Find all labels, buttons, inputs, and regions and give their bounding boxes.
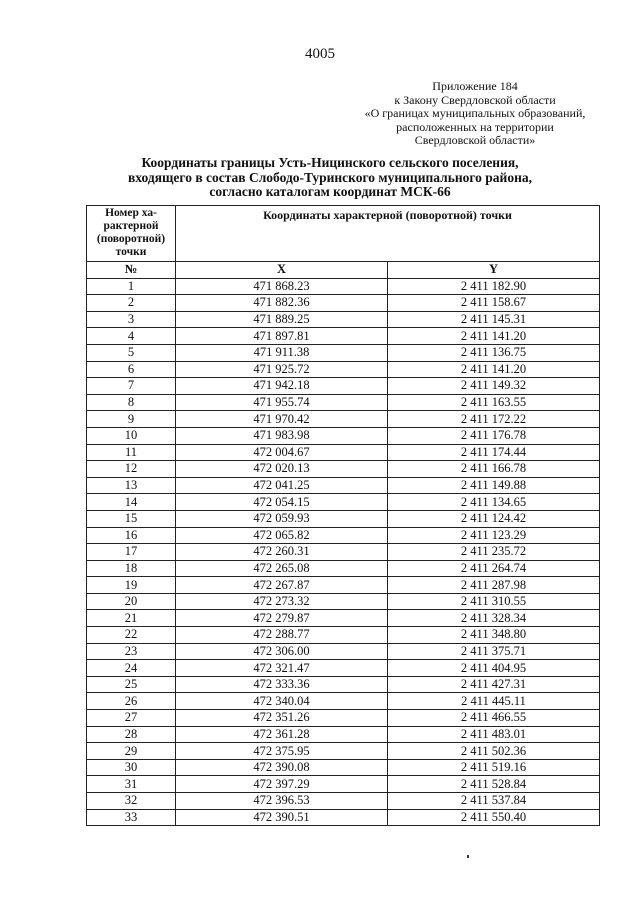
- x-coordinate-cell: 471 970.42: [176, 411, 388, 428]
- x-coordinate-cell: 471 955.74: [176, 394, 388, 411]
- y-coordinate-cell: 2 411 427.31: [388, 676, 600, 693]
- x-coordinate-cell: 471 911.38: [176, 344, 388, 361]
- point-number-cell: 19: [87, 577, 176, 594]
- x-coordinate-cell: 471 868.23: [176, 278, 388, 295]
- y-coordinate-cell: 2 411 163.55: [388, 394, 600, 411]
- subheader-number: №: [87, 262, 176, 279]
- table-row: [87, 328, 600, 345]
- table-row: [87, 809, 600, 826]
- table-row: [87, 560, 600, 577]
- point-number-cell: 27: [87, 710, 176, 727]
- table-row: [87, 710, 600, 727]
- table-row: [87, 643, 600, 660]
- y-coordinate-cell: 2 411 172.22: [388, 411, 600, 428]
- table-row: [87, 743, 600, 760]
- table-row: [87, 477, 600, 494]
- table-row: [87, 676, 600, 693]
- x-coordinate-cell: 472 059.93: [176, 510, 388, 527]
- x-coordinate-cell: 472 273.32: [176, 593, 388, 610]
- x-coordinate-cell: 472 351.26: [176, 710, 388, 727]
- y-coordinate-cell: 2 411 502.36: [388, 743, 600, 760]
- x-coordinate-cell: 472 260.31: [176, 544, 388, 561]
- y-coordinate-cell: 2 411 537.84: [388, 793, 600, 810]
- point-number-cell: 26: [87, 693, 176, 710]
- y-coordinate-cell: 2 411 136.75: [388, 344, 600, 361]
- table-row: [87, 461, 600, 478]
- y-coordinate-cell: 2 411 519.16: [388, 759, 600, 776]
- x-coordinate-cell: 471 897.81: [176, 328, 388, 345]
- point-number-cell: 23: [87, 643, 176, 660]
- point-number-cell: 10: [87, 427, 176, 444]
- header-point-number: Номер ха-рактерной (поворотной) точки: [87, 206, 176, 262]
- y-coordinate-cell: 2 411 141.20: [388, 361, 600, 378]
- scan-mark: [467, 855, 469, 858]
- table-row: [87, 627, 600, 644]
- x-coordinate-cell: 472 321.47: [176, 660, 388, 677]
- table-row: [87, 693, 600, 710]
- y-coordinate-cell: 2 411 550.40: [388, 809, 600, 826]
- x-coordinate-cell: 472 340.04: [176, 693, 388, 710]
- y-coordinate-cell: 2 411 235.72: [388, 544, 600, 561]
- table-row: [87, 444, 600, 461]
- point-number-cell: 2: [87, 295, 176, 312]
- x-coordinate-cell: 471 942.18: [176, 378, 388, 395]
- table-row: [87, 776, 600, 793]
- table-row: [87, 510, 600, 527]
- y-coordinate-cell: 2 411 528.84: [388, 776, 600, 793]
- y-coordinate-cell: 2 411 149.88: [388, 477, 600, 494]
- subheader-x: X: [176, 262, 388, 279]
- point-number-cell: 20: [87, 593, 176, 610]
- point-number-cell: 7: [87, 378, 176, 395]
- point-number-cell: 6: [87, 361, 176, 378]
- point-number-cell: 31: [87, 776, 176, 793]
- x-coordinate-cell: 472 265.08: [176, 560, 388, 577]
- table-row: [87, 361, 600, 378]
- y-coordinate-cell: 2 411 149.32: [388, 378, 600, 395]
- point-number-cell: 13: [87, 477, 176, 494]
- page-number: 4005: [305, 46, 335, 62]
- point-number-cell: 3: [87, 311, 176, 328]
- table-row: [87, 427, 600, 444]
- table-row: [87, 577, 600, 594]
- x-coordinate-cell: 472 041.25: [176, 477, 388, 494]
- table-row: [87, 494, 600, 511]
- point-number-cell: 30: [87, 759, 176, 776]
- y-coordinate-cell: 2 411 483.01: [388, 726, 600, 743]
- y-coordinate-cell: 2 411 166.78: [388, 461, 600, 478]
- table-row: [87, 544, 600, 561]
- document-title: [60, 156, 600, 200]
- appendix-line: Приложение 184: [432, 79, 518, 93]
- table-subheader-row: [87, 262, 600, 279]
- x-coordinate-cell: 471 882.36: [176, 295, 388, 312]
- point-number-cell: 21: [87, 610, 176, 627]
- title-line: входящего в состав Слободо-Туринского муниципального района,: [128, 169, 532, 185]
- point-number-cell: 4: [87, 328, 176, 345]
- table-row: [87, 344, 600, 361]
- point-number-cell: 24: [87, 660, 176, 677]
- x-coordinate-cell: 472 267.87: [176, 577, 388, 594]
- table-row: [87, 311, 600, 328]
- y-coordinate-cell: 2 411 466.55: [388, 710, 600, 727]
- y-coordinate-cell: 2 411 124.42: [388, 510, 600, 527]
- y-coordinate-cell: 2 411 176.78: [388, 427, 600, 444]
- point-number-cell: 22: [87, 627, 176, 644]
- x-coordinate-cell: 472 390.51: [176, 809, 388, 826]
- table-row: [87, 411, 600, 428]
- table-row: [87, 759, 600, 776]
- y-coordinate-cell: 2 411 445.11: [388, 693, 600, 710]
- x-coordinate-cell: 472 306.00: [176, 643, 388, 660]
- table-row: [87, 278, 600, 295]
- y-coordinate-cell: 2 411 287.98: [388, 577, 600, 594]
- point-number-cell: 9: [87, 411, 176, 428]
- y-coordinate-cell: 2 411 328.34: [388, 610, 600, 627]
- table-row: [87, 726, 600, 743]
- y-coordinate-cell: 2 411 375.71: [388, 643, 600, 660]
- point-number-cell: 8: [87, 394, 176, 411]
- x-coordinate-cell: 472 020.13: [176, 461, 388, 478]
- appendix-line: расположенных на территории: [396, 119, 554, 134]
- point-number-cell: 1: [87, 278, 176, 295]
- x-coordinate-cell: 472 375.95: [176, 743, 388, 760]
- table-row: [87, 660, 600, 677]
- y-coordinate-cell: 2 411 348.80: [388, 627, 600, 644]
- table-body: [87, 278, 600, 826]
- y-coordinate-cell: 2 411 310.55: [388, 593, 600, 610]
- point-number-cell: 15: [87, 510, 176, 527]
- coordinates-table: [86, 205, 600, 826]
- appendix-line: «О границах муниципальных образований,: [364, 106, 586, 120]
- x-coordinate-cell: 471 925.72: [176, 361, 388, 378]
- table-row: [87, 593, 600, 610]
- table-header-row: [87, 206, 600, 262]
- table-row: [87, 610, 600, 627]
- subheader-y: Y: [388, 262, 600, 279]
- table-row: [87, 527, 600, 544]
- title-line: Координаты границы Усть-Ницинского сельского поселения,: [141, 155, 519, 170]
- point-number-cell: 14: [87, 494, 176, 511]
- table-row: [87, 378, 600, 395]
- x-coordinate-cell: 471 983.98: [176, 427, 388, 444]
- point-number-cell: 32: [87, 793, 176, 810]
- point-number-cell: 16: [87, 527, 176, 544]
- y-coordinate-cell: 2 411 141.20: [388, 328, 600, 345]
- appendix-line: к Закону Свердловской области: [394, 92, 556, 107]
- y-coordinate-cell: 2 411 182.90: [388, 278, 600, 295]
- point-number-cell: 12: [87, 461, 176, 478]
- point-number-cell: 5: [87, 344, 176, 361]
- x-coordinate-cell: 472 397.29: [176, 776, 388, 793]
- y-coordinate-cell: 2 411 145.31: [388, 311, 600, 328]
- x-coordinate-cell: 472 288.77: [176, 627, 388, 644]
- appendix-note: [340, 80, 610, 148]
- y-coordinate-cell: 2 411 123.29: [388, 527, 600, 544]
- x-coordinate-cell: 472 054.15: [176, 494, 388, 511]
- y-coordinate-cell: 2 411 134.65: [388, 494, 600, 511]
- y-coordinate-cell: 2 411 404.95: [388, 660, 600, 677]
- point-number-cell: 17: [87, 544, 176, 561]
- y-coordinate-cell: 2 411 158.67: [388, 295, 600, 312]
- table-row: [87, 295, 600, 312]
- x-coordinate-cell: 472 333.36: [176, 676, 388, 693]
- point-number-cell: 28: [87, 726, 176, 743]
- title-line: согласно каталогам координат МСК-66: [209, 184, 451, 199]
- point-number-cell: 18: [87, 560, 176, 577]
- table-row: [87, 394, 600, 411]
- point-number-cell: 33: [87, 809, 176, 826]
- x-coordinate-cell: 472 004.67: [176, 444, 388, 461]
- y-coordinate-cell: 2 411 174.44: [388, 444, 600, 461]
- table-row: [87, 793, 600, 810]
- point-number-cell: 29: [87, 743, 176, 760]
- x-coordinate-cell: 472 361.28: [176, 726, 388, 743]
- point-number-cell: 11: [87, 444, 176, 461]
- x-coordinate-cell: 472 279.87: [176, 610, 388, 627]
- x-coordinate-cell: 472 396.53: [176, 793, 388, 810]
- header-coordinates: Координаты характерной (поворотной) точки: [176, 206, 600, 262]
- point-number-cell: 25: [87, 676, 176, 693]
- x-coordinate-cell: 471 889.25: [176, 311, 388, 328]
- x-coordinate-cell: 472 065.82: [176, 527, 388, 544]
- appendix-line: Свердловской области»: [414, 133, 536, 147]
- x-coordinate-cell: 472 390.08: [176, 759, 388, 776]
- y-coordinate-cell: 2 411 264.74: [388, 560, 600, 577]
